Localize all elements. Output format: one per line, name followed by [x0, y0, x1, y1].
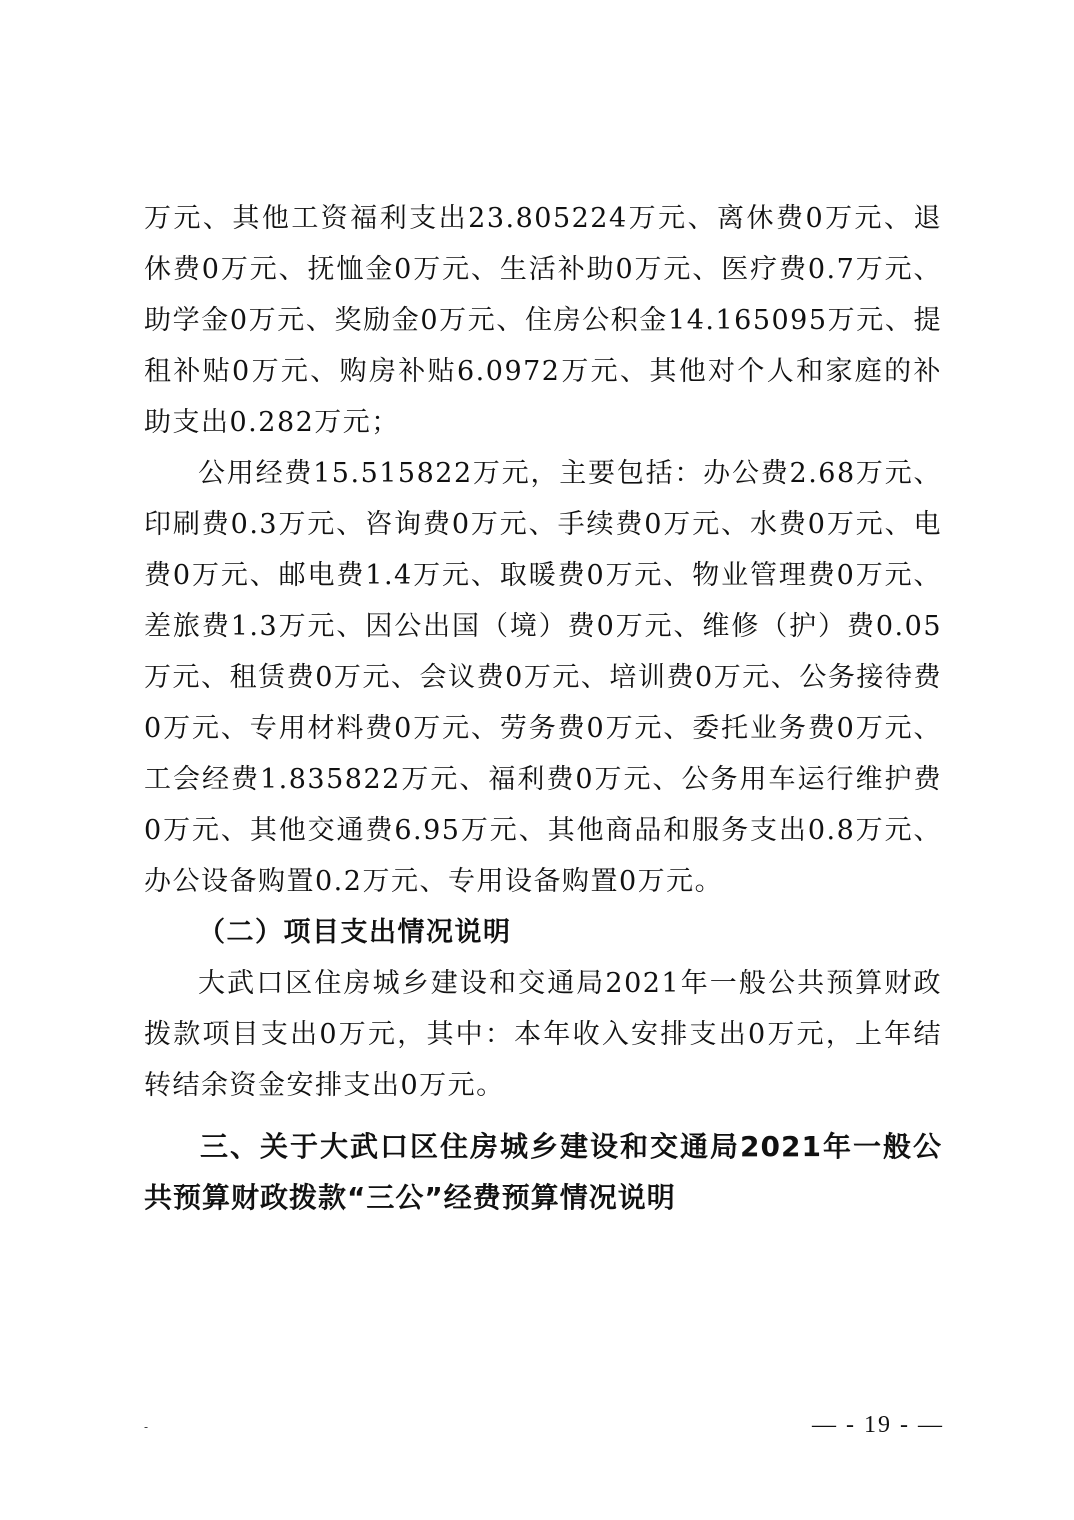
public-expense-paragraph: 公用经费15.515822万元，主要包括：办公费2.68万元、印刷费0.3万元、咨询费0万元、手续费0万元、水费0万元、电费0万元、邮电费1.4万元、取暖费0万元、物业管理费0万元、差旅费1.3万元、因公出国（境）费0万元、维修（护）费0.05万元、租赁费0万元、会议费0万元、培训费0万元、公务接待费0万元、专用材料费0万元、劳务费0万元、委托业务费0万元、工会经费1.835822万元、福利费0万元、公务用车运行维护费0万元、其他交通费6.95万元、其他商品和服务支出0.8万元、办公设备购置0.2万元、专用设备购置0万元。 [144, 458, 942, 897]
footer-mark: - [144, 1420, 149, 1434]
project-expense-paragraph: 大武口区住房城乡建设和交通局2021年一般公共预算财政拨款项目支出0万元，其中：本年收入安排支出0万元，上年结转结余资金安排支出0万元。 [144, 968, 942, 1101]
section-three-heading: 三、关于大武口区住房城乡建设和交通局2021年一般公共预算财政拨款“三公”经费预算情况说明 [144, 1130, 942, 1214]
project-expense-subheading: （二）项目支出情况说明 [198, 917, 512, 948]
page-number: — - 19 - — [812, 1412, 944, 1438]
personnel-expense-paragraph: 万元、其他工资福利支出23.805224万元、离休费0万元、退休费0万元、抚恤金0万元、生活补助0万元、医疗费0.7万元、助学金0万元、奖励金0万元、住房公积金14.165095万元、提租补贴0万元、购房补贴6.0972万元、其他对个人和家庭的补助支出0.282万元； [144, 203, 942, 438]
document-body [144, 193, 942, 1223]
